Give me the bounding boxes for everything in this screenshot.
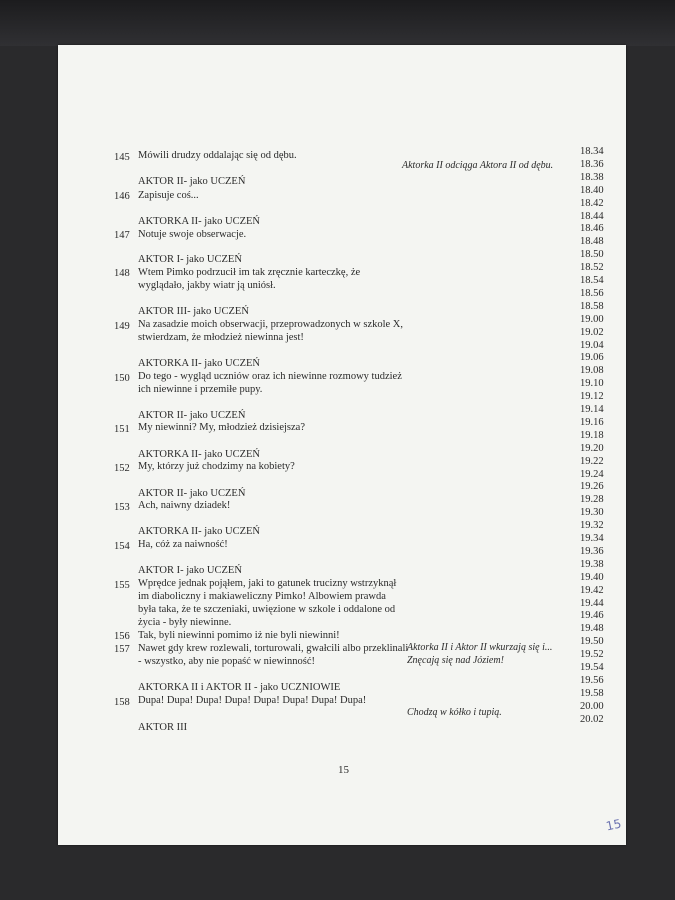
line-number: 158 [114,697,130,708]
line-number: 148 [114,268,130,279]
timecode: 18.36 [580,158,604,170]
stage-direction: Aktorka II i Aktor II wkurzają się i... [407,642,553,653]
timecode: 19.32 [580,520,604,532]
timecode: 18.54 [580,275,604,286]
timecode: 18.40 [580,184,604,196]
timecode: 19.42 [580,584,604,596]
scan-background [0,0,675,46]
line-number: 145 [114,152,130,163]
timecode: 19.22 [580,455,604,467]
timecode: 18.46 [580,223,604,235]
script-line: Wprędce jednak pojąłem, jaki to gatunek trucizny wstrzyknął [138,578,397,589]
script-line: My niewinni? My, młodzież dzisiejsza? [138,422,305,433]
script-line: Mówili drudzy oddalając się od dębu. [138,150,297,161]
line-number: 157 [114,644,130,655]
timecode: 19.54 [580,662,604,673]
timecode: 19.02 [580,326,604,338]
timecode: 18.34 [580,146,604,157]
line-number: 150 [114,373,130,384]
script-line: ich niewinne i przemiłe pupy. [138,384,263,395]
timecode: 18.50 [580,249,604,261]
timecode: 18.48 [580,236,604,248]
script-page [58,45,626,845]
stage-direction: Aktorka II odciąga Aktora II od dębu. [402,160,554,171]
timecode: 18.38 [580,171,604,183]
speaker-label: AKTOR III [138,722,188,733]
timecode: 19.38 [580,558,604,570]
line-number: 152 [114,463,130,474]
timecode: 19.04 [580,339,604,351]
script-line: życia - były niewinne. [138,617,232,628]
script-line: Nawet gdy krew rozlewali, torturowali, gwałcili albo przeklinali [138,643,409,654]
timecode: 19.44 [580,597,604,609]
script-line: - wszystko, aby nie popaść w niewinność! [138,656,316,667]
timecode: 19.46 [580,610,604,622]
timecode: 19.00 [580,313,604,325]
timecode: 19.10 [580,378,604,390]
script-line: Notuje swoje obserwacje. [138,229,247,240]
script-line: Do tego - wygląd uczniów oraz ich niewinne rozmowy tudzież [138,371,402,382]
speaker-label: AKTOR II- jako UCZEŃ [138,176,246,187]
timecode: 18.44 [580,210,604,222]
timecode: 19.48 [580,623,604,635]
speaker-label: AKTORKA II i AKTOR II - jako UCZNIOWIE [138,682,341,693]
timecode: 18.52 [580,262,604,274]
speaker-label: AKTOR II- jako UCZEŃ [138,488,246,499]
script-line: Dupa! Dupa! Dupa! Dupa! Dupa! Dupa! Dupa! Dupa! [138,695,367,706]
script-line: Ach, naiwny dziadek! [138,500,231,511]
script-line: Tak, byli niewinni pomimo iż nie byli niewinni! [138,630,340,641]
line-number: 151 [114,424,130,435]
timecode: 19.30 [580,507,604,519]
script-line: Ha, cóż za naiwność! [138,539,228,550]
handwritten-page-mark: 15 [604,816,623,834]
line-number: 156 [114,631,130,642]
timecode: 19.16 [580,416,604,428]
speaker-label: AKTORKA II- jako UCZEŃ [138,526,261,537]
timecode: 19.26 [580,481,604,493]
timecode: 19.12 [580,391,604,403]
script-line: była taka, że te szczeniaki, uwięzione w szkole i oddalone od [138,604,396,615]
timecode: 19.24 [580,468,604,480]
timecode: 19.08 [580,365,604,377]
timecode: 19.36 [580,545,604,557]
stage-direction: Chodzą w kółko i tupią. [407,707,502,718]
script-line: My, którzy już chodzimy na kobiety? [138,461,295,472]
speaker-label: AKTORKA II- jako UCZEŃ [138,216,261,227]
timecode: 19.28 [580,494,604,506]
stage-direction: Znęcają się nad Józiem! [407,655,504,666]
script-line: Na zasadzie moich obserwacji, przeprowadzonych w szkole X, [138,319,404,330]
script-line: Zapisuje coś... [138,190,199,201]
timecode: 19.06 [580,352,604,364]
script-line: Wtem Pimko podrzucił im tak zręcznie karteczkę, że [138,267,361,278]
timecode: 19.34 [580,533,604,544]
timecode: 20.00 [580,700,604,712]
line-number: 153 [114,502,130,513]
line-number: 154 [114,541,130,552]
page-number: 15 [338,764,349,776]
timecode: 18.58 [580,300,604,312]
speaker-label: AKTORKA II- jako UCZEŃ [138,358,261,369]
timecode: 20.02 [580,713,604,725]
speaker-label: AKTORKA II- jako UCZEŃ [138,449,261,460]
line-number: 149 [114,321,130,332]
speaker-label: AKTOR II- jako UCZEŃ [138,410,246,421]
speaker-label: AKTOR I- jako UCZEŃ [138,254,242,265]
timecode-column [580,145,620,745]
timecode: 19.20 [580,442,604,454]
timecode: 19.14 [580,404,604,415]
timecode: 19.52 [580,649,604,661]
line-number: 155 [114,580,130,591]
timecode: 19.18 [580,429,604,441]
speaker-label: AKTOR III- jako UCZEŃ [138,306,249,317]
timecode: 19.50 [580,636,604,648]
line-number: 147 [114,230,130,241]
timecode: 19.58 [580,687,604,699]
script-line: wyglądało, jakby wiatr ją uniósł. [138,280,276,291]
line-number: 146 [114,191,130,202]
script-line: im diaboliczny i makiaweliczny Pimko! Albowiem prawda [138,591,386,602]
timecode: 18.56 [580,287,604,299]
timecode: 19.56 [580,674,604,686]
timecode: 18.42 [580,197,604,209]
script-line: stwierdzam, że młodzież niewinna jest! [138,332,304,343]
speaker-label: AKTOR I- jako UCZEŃ [138,565,242,576]
timecode: 19.40 [580,571,604,583]
